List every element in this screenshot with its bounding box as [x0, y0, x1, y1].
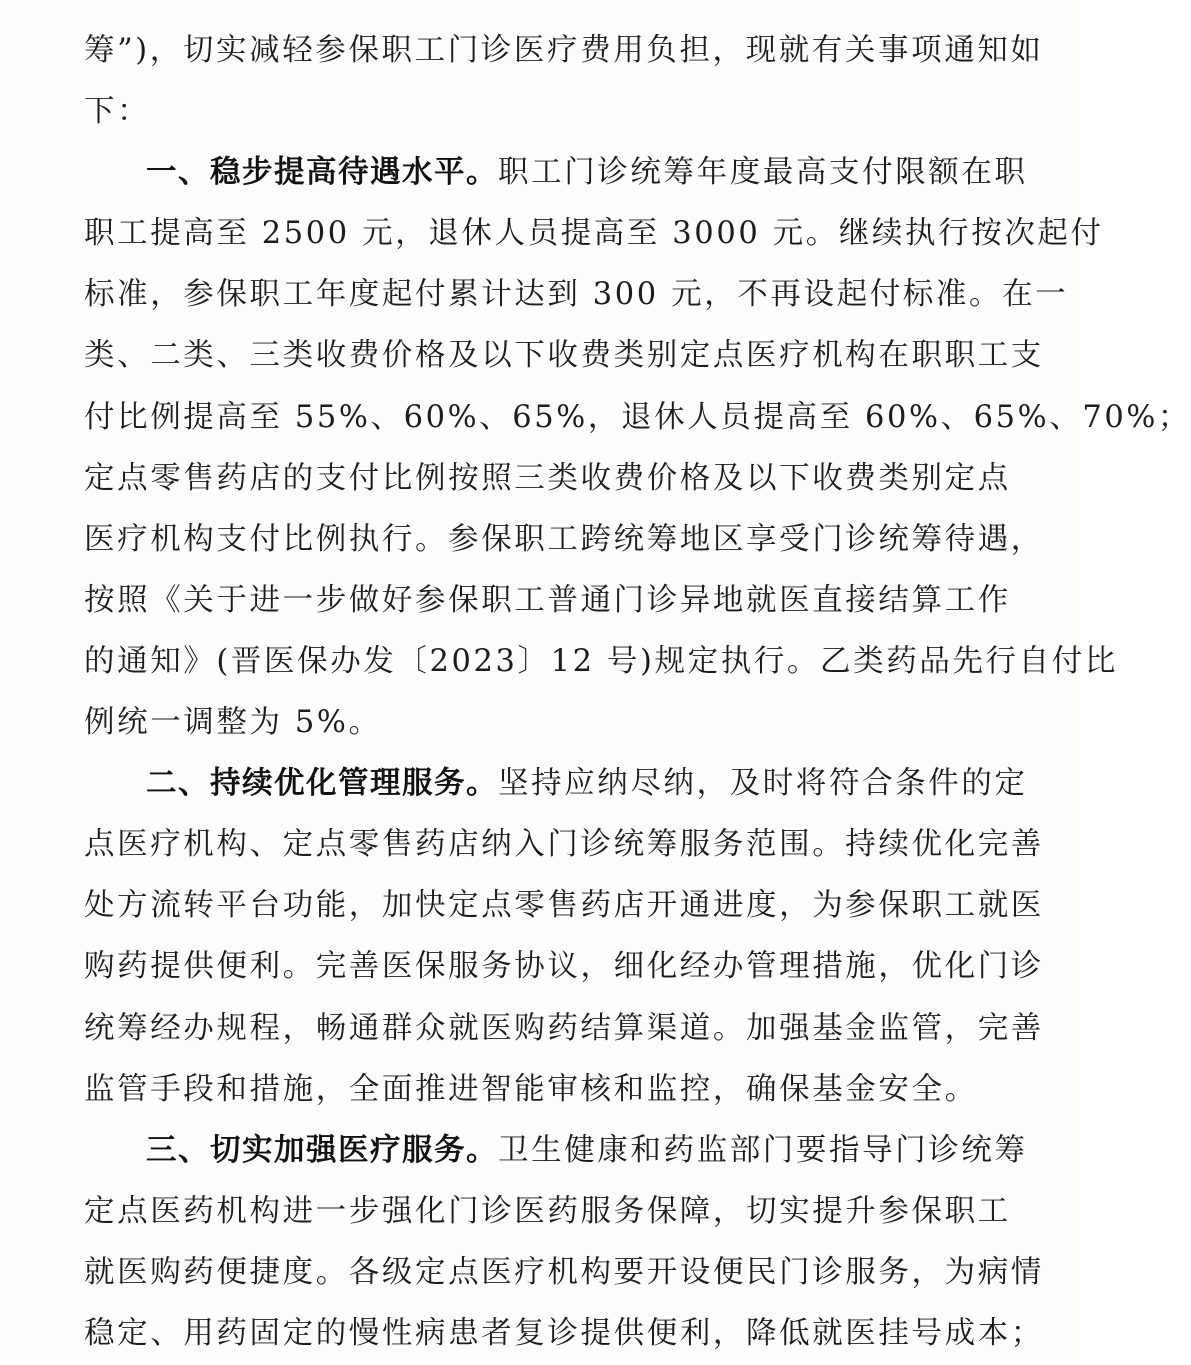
line-text: 付比例提高至 55%、60%、65%，退休人员提高至 60%、65%、70%； — [84, 399, 1191, 435]
section-line — [84, 142, 1028, 203]
paragraph-line — [84, 448, 1011, 509]
line-text: 就医购药便捷度。各级定点医疗机构要开设便民门诊服务，为病情 — [84, 1254, 1044, 1290]
line-text: 定点零售药店的支付比例按照三类收费价格及以下收费类别定点 — [84, 460, 1011, 496]
paragraph-line — [84, 387, 1191, 448]
paragraph-line — [84, 1059, 984, 1120]
paragraph-line — [84, 1303, 1044, 1364]
line-text: 处方流转平台功能，加快定点零售药店开通进度，为参保职工就医 — [84, 888, 1044, 924]
document-body — [84, 20, 1191, 1364]
line-text: 稳定、用药固定的慢性病患者复诊提供便利，降低就医挂号成本； — [84, 1315, 1044, 1351]
paragraph-line — [84, 875, 1044, 936]
paragraph-line — [84, 509, 1044, 570]
paragraph-line — [84, 631, 1118, 692]
paragraph-line — [84, 936, 1044, 997]
line-text: 统筹经办规程，畅通群众就医购药结算渠道。加强基金监管，完善 — [84, 1010, 1044, 1046]
paragraph-line — [84, 814, 1044, 875]
section-heading-line — [84, 753, 1028, 814]
paragraph-line — [84, 264, 1069, 325]
section-line — [84, 1120, 1028, 1181]
paragraph-line — [84, 20, 1044, 81]
paragraph-line — [84, 692, 984, 753]
paragraph-line — [84, 998, 1044, 1059]
line-text: 按照《关于进一步做好参保职工普通门诊异地就医直接结算工作 — [84, 582, 1011, 618]
paragraph-line — [84, 1181, 1011, 1242]
line-text: 的通知》(晋医保办发〔2023〕12 号)规定执行。乙类药品先行自付比 — [84, 643, 1118, 679]
line-text: 类、二类、三类收费价格及以下收费类别定点医疗机构在职职工支 — [84, 338, 1044, 374]
line-text: 医疗机构支付比例执行。参保职工跨统筹地区享受门诊统筹待遇， — [84, 521, 1044, 557]
section-line — [84, 753, 1028, 814]
paragraph-line — [84, 570, 1011, 631]
line-text: 卫生健康和药监部门要指导门诊统筹 — [498, 1132, 1028, 1168]
line-text: 定点医药机构进一步强化门诊医药服务保障，切实提升参保职工 — [84, 1193, 1011, 1229]
line-text: 筹”)，切实减轻参保职工门诊医疗费用负担，现就有关事项通知如 — [84, 33, 1044, 68]
line-text: 购药提供便利。完善医保服务协议，细化经办管理措施，优化门诊 — [84, 949, 1044, 985]
section-heading-line — [84, 1120, 1028, 1181]
section-heading: 三、切实加强医疗服务。 — [146, 1132, 498, 1168]
paragraph-line — [84, 81, 984, 142]
line-text: 标准，参保职工年度起付累计达到 300 元，不再设起付标准。在一 — [84, 277, 1069, 313]
section-heading-line — [84, 142, 1028, 203]
line-text: 坚持应纳尽纳，及时将符合条件的定 — [498, 766, 1028, 802]
line-text: 监管手段和措施，全面推进智能审核和监控，确保基金安全。 — [84, 1071, 978, 1107]
paragraph-line — [84, 203, 1104, 264]
paragraph-line — [84, 1242, 1044, 1303]
line-text: 下： — [84, 94, 151, 130]
section-heading: 二、持续优化管理服务。 — [146, 766, 498, 802]
line-text: 点医疗机构、定点零售药店纳入门诊统筹服务范围。持续优化完善 — [84, 827, 1044, 863]
paragraph-line — [84, 325, 1044, 386]
line-text: 职工门诊统筹年度最高支付限额在职 — [498, 155, 1028, 191]
line-text: 职工提高至 2500 元，退休人员提高至 3000 元。继续执行按次起付 — [84, 216, 1104, 252]
line-text: 例统一调整为 5%。 — [84, 705, 382, 741]
section-heading: 一、稳步提高待遇水平。 — [146, 155, 498, 191]
